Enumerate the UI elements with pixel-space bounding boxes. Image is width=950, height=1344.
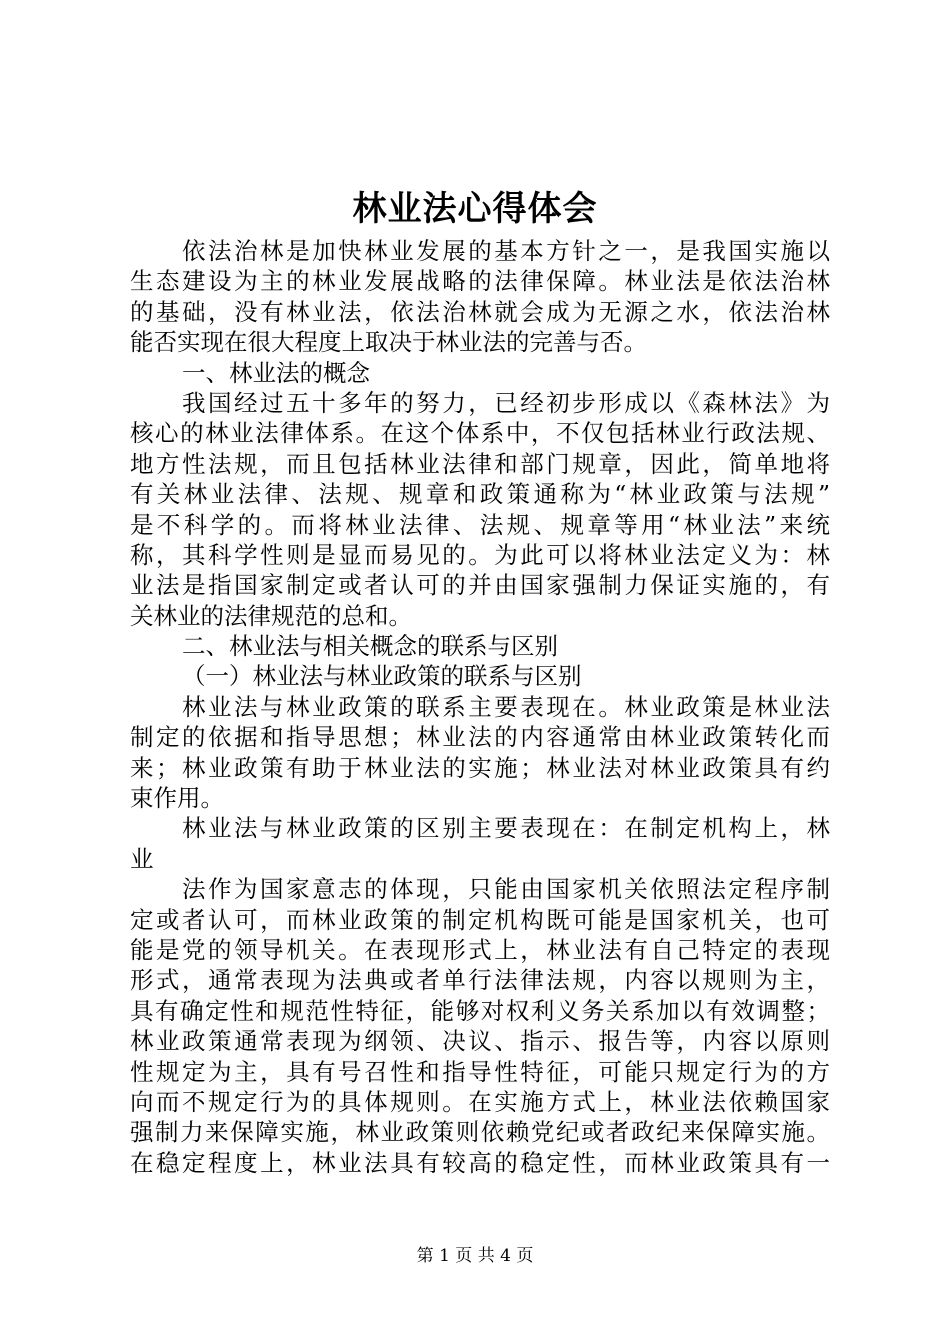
paragraph-line: 依法治林是加快林业发展的基本方针之一，是我国实施以 — [182, 237, 830, 265]
paragraph-line: 能否实现在很大程度上取决于林业法的完善与否。 — [130, 328, 647, 357]
paragraph-line: 能是党的领导机关。在表现形式上，林业法有自己特定的表现 — [130, 935, 830, 964]
paragraph-line: 有关林业法律、法规、规章和政策通称为“林业政策与法规” — [130, 480, 830, 509]
paragraph-line: 称，其科学性则是显而易见的。为此可以将林业法定义为：林 — [130, 540, 830, 569]
subsection-heading: （一）林业法与林业政策的联系与区别 — [182, 662, 582, 691]
document-body — [130, 236, 830, 1178]
paragraph-line: 定或者认可，而林业政策的制定机构既可能是国家机关，也可 — [130, 905, 830, 934]
paragraph-line: 形式，通常表现为法典或者单行法律法规，内容以规则为主， — [130, 966, 830, 995]
paragraph-line: 制定的依据和指导思想；林业法的内容通常由林业政策转化而 — [130, 723, 830, 752]
paragraph-line: 林业法与林业政策的区别主要表现在：在制定机构上，林 — [182, 814, 830, 843]
paragraph-line: 我国经过五十多年的努力，已经初步形成以《森林法》为 — [182, 388, 830, 417]
section-heading: 二、林业法与相关概念的联系与区别 — [182, 632, 558, 661]
page-number-footer: 第 1 页 共 4 页 — [416, 1246, 534, 1266]
paragraph-line: 法作为国家意志的体现，只能由国家机关依照法定程序制 — [182, 875, 830, 904]
paragraph-line: 在稳定程度上，林业法具有较高的稳定性，而林业政策具有一 — [130, 1148, 830, 1177]
paragraph-line: 生态建设为主的林业发展战略的法律保障。林业法是依法治林 — [130, 267, 830, 296]
paragraph-line: 关林业的法律规范的总和。 — [130, 601, 412, 630]
paragraph-line: 业 — [130, 844, 154, 873]
document-title: 林业法心得体会 — [352, 189, 598, 229]
paragraph-line: 具有确定性和规范性特征，能够对权利义务关系加以有效调整； — [130, 996, 830, 1025]
paragraph-line: 向而不规定行为的具体规则。在实施方式上，林业法依赖国家 — [130, 1087, 830, 1116]
paragraph-line: 是不科学的。而将林业法律、法规、规章等用“林业法”来统 — [130, 510, 830, 539]
paragraph-line: 林业法与林业政策的联系主要表现在。林业政策是林业法 — [182, 692, 830, 721]
paragraph-line: 林业政策通常表现为纲领、决议、指示、报告等，内容以原则 — [130, 1027, 830, 1056]
paragraph-line: 地方性法规，而且包括林业法律和部门规章，因此，简单地将 — [130, 449, 830, 478]
paragraph-line: 强制力来保障实施，林业政策则依赖党纪或者政纪来保障实施。 — [130, 1118, 830, 1147]
paragraph-line: 性规定为主，具有号召性和指导性特征，可能只规定行为的方 — [130, 1057, 830, 1086]
section-heading: 一、林业法的概念 — [182, 358, 370, 387]
paragraph-line: 来；林业政策有助于林业法的实施；林业法对林业政策具有约 — [130, 753, 830, 782]
paragraph-line: 束作用。 — [130, 784, 224, 813]
paragraph-line: 业法是指国家制定或者认可的并由国家强制力保证实施的，有 — [130, 571, 830, 600]
paragraph-line: 的基础，没有林业法，依法治林就会成为无源之水，依法治林 — [130, 297, 830, 326]
paragraph-line: 核心的林业法律体系。在这个体系中，不仅包括林业行政法规、 — [130, 419, 830, 448]
